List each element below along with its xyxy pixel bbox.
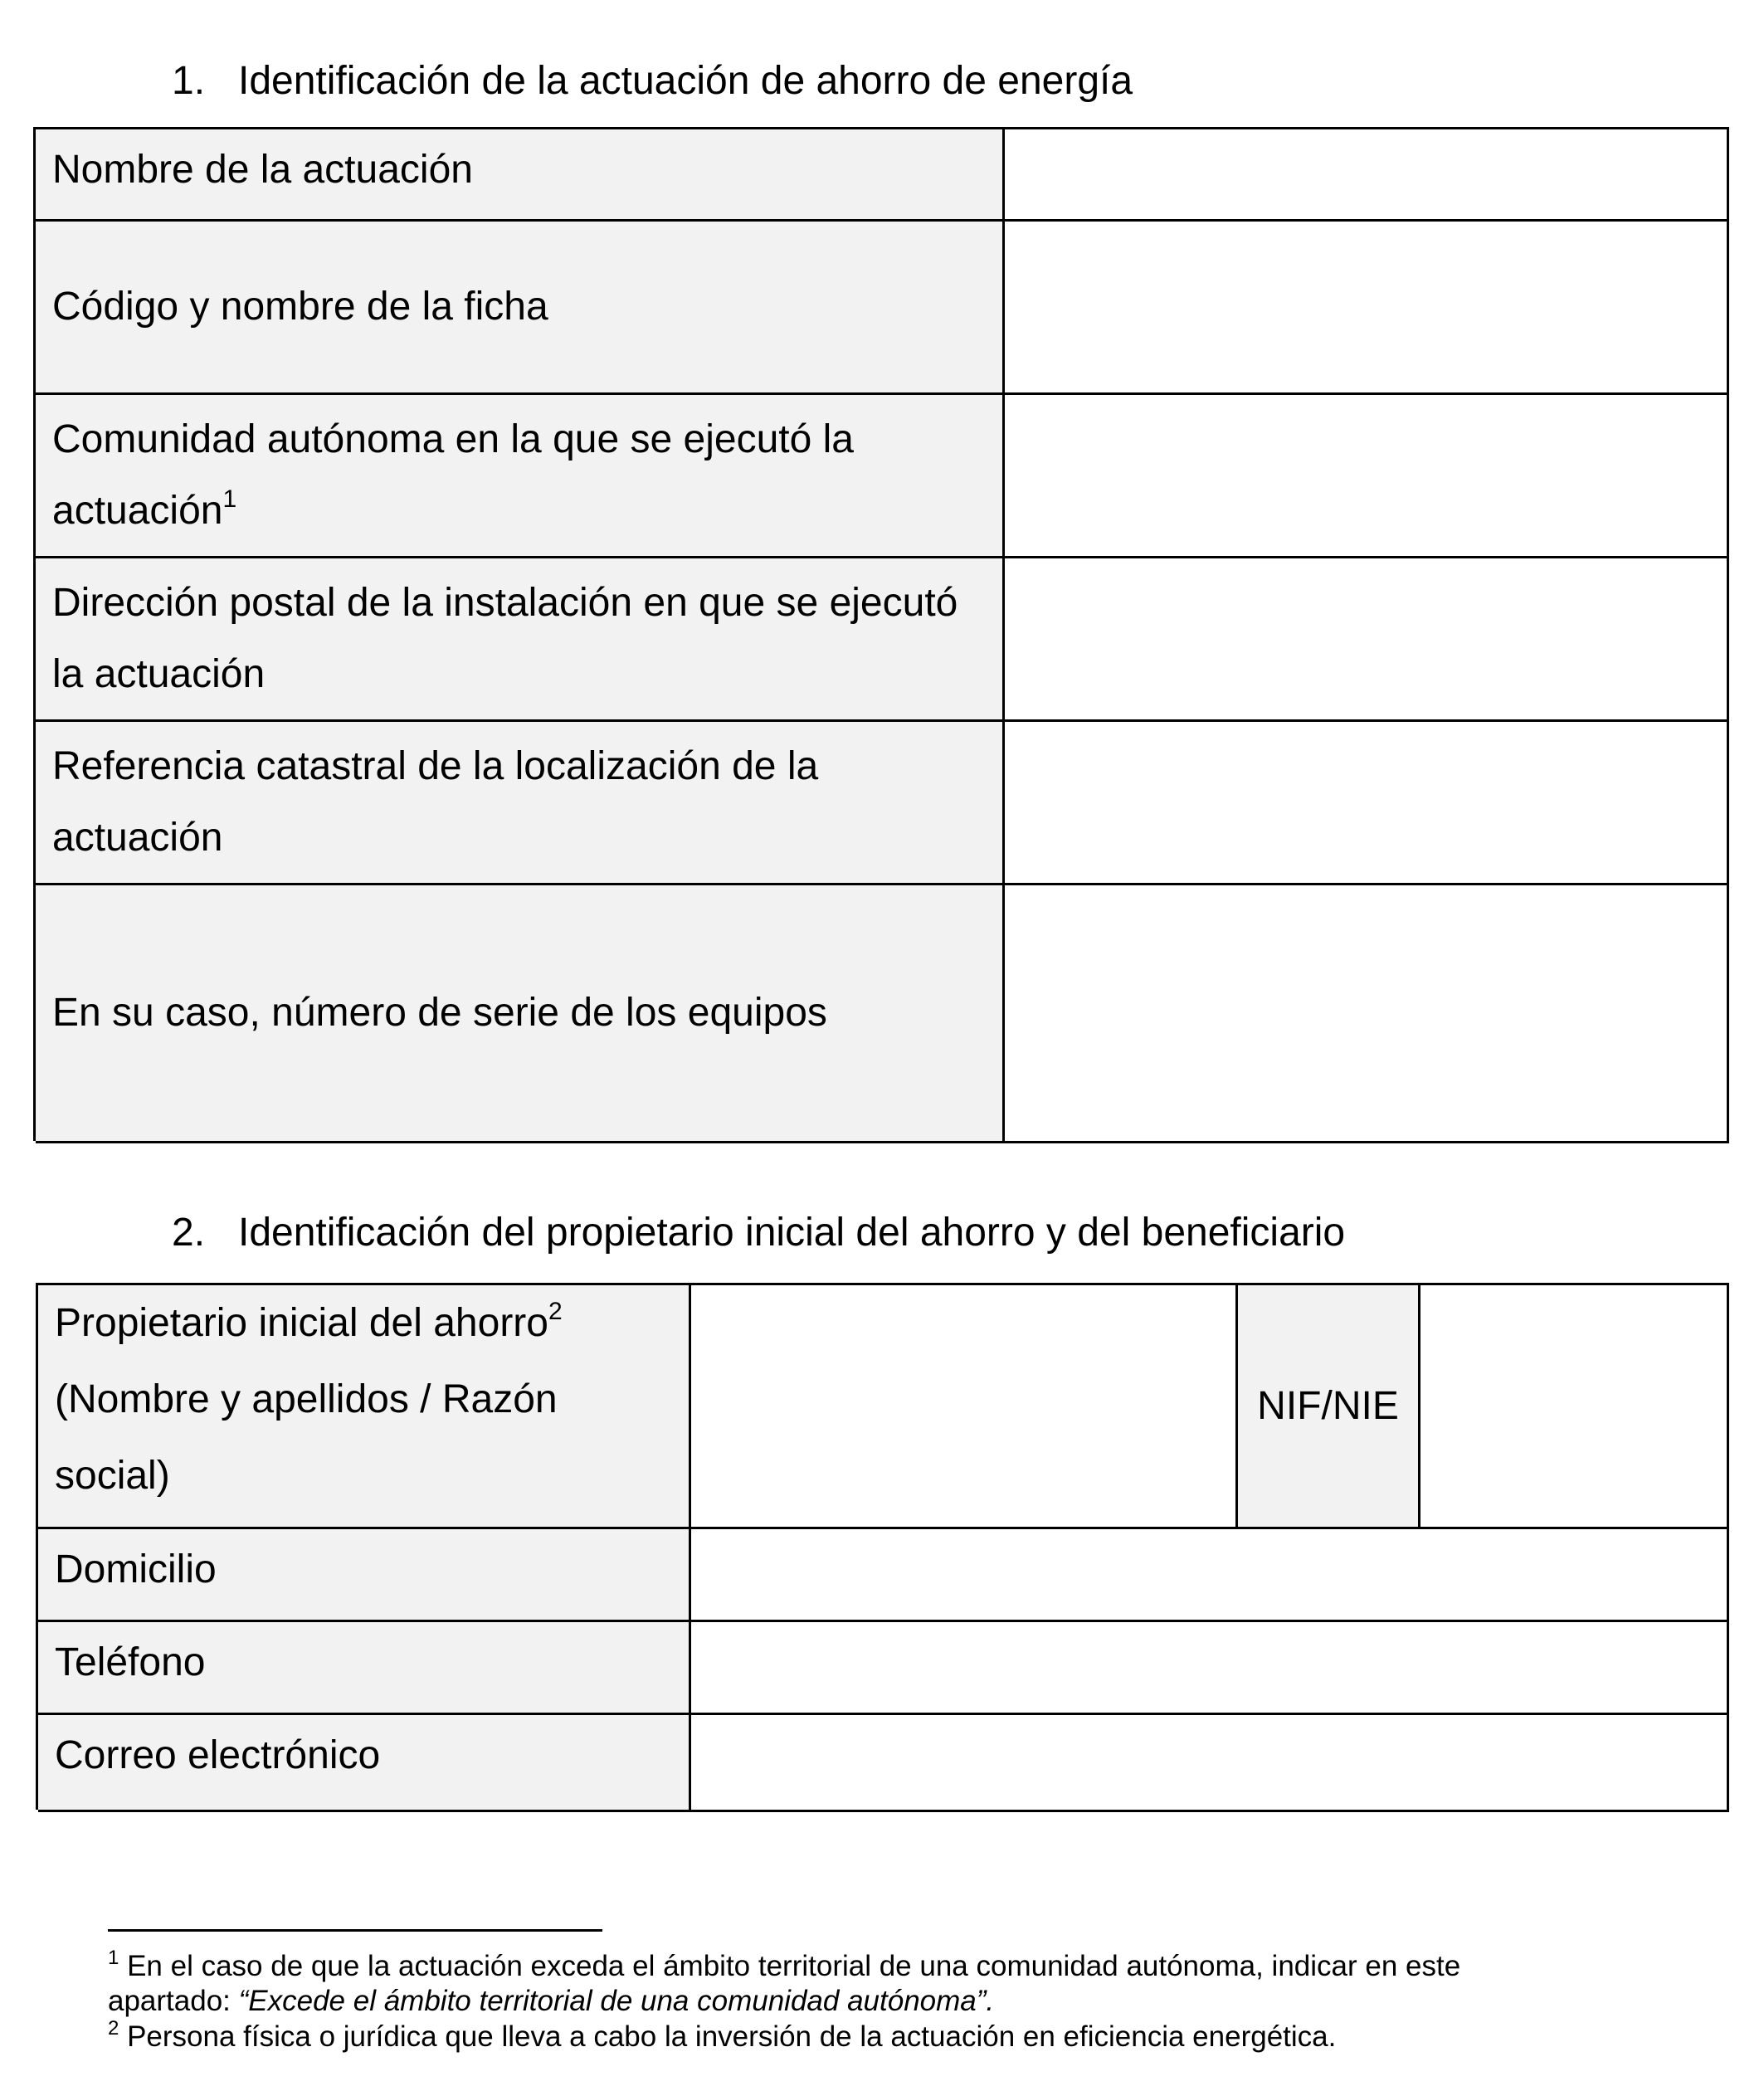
section-2-heading bbox=[172, 1210, 1345, 1256]
footnote-1: $^1$ En el caso de que la actuación exceda el ámbito territorial de una comunidad autónoma, indicar en este bbox=[108, 1947, 1461, 1982]
label-comunidad-autonoma: Comunidad autónoma en la que se ejecutó la actuación$^1$ bbox=[36, 395, 1005, 558]
footnote-ref-2: 2 bbox=[548, 1298, 563, 1325]
label-domicilio: Domicilio bbox=[38, 1529, 691, 1622]
section-2-number: 2. bbox=[172, 1211, 206, 1255]
field-domicilio[interactable] bbox=[691, 1529, 1729, 1622]
field-nif-nie[interactable] bbox=[1420, 1285, 1729, 1529]
label-numero-serie: En su caso, número de serie de los equipos bbox=[36, 885, 1005, 1143]
field-referencia-catastral[interactable] bbox=[1005, 722, 1729, 885]
footnote-1-continued: apartado: “Excede el ámbito territorial de una comunidad autónoma”. bbox=[108, 1985, 995, 2017]
field-telefono[interactable] bbox=[691, 1622, 1729, 1715]
section-1-title: Identificación de la actuación de ahorro de energía bbox=[238, 59, 1133, 103]
field-numero-serie[interactable] bbox=[1005, 885, 1729, 1143]
label-codigo-ficha: Código y nombre de la ficha bbox=[36, 222, 1005, 395]
field-correo-electronico[interactable] bbox=[691, 1715, 1729, 1812]
field-nombre-actuacion[interactable] bbox=[1005, 129, 1729, 222]
label-referencia-catastral: Referencia catastral de la localización de la actuación bbox=[36, 722, 1005, 885]
footnote-ref-1: 1 bbox=[222, 485, 237, 513]
label-nif-nie: NIF/NIE bbox=[1238, 1285, 1420, 1529]
label-direccion-postal: Dirección postal de la instalación en que se ejecutó la actuación bbox=[36, 558, 1005, 722]
actuation-table bbox=[33, 127, 1729, 1141]
label-propietario: Propietario inicial del ahorro$^2$ (Nombre y apellidos / Razón social) bbox=[38, 1285, 691, 1529]
label-correo-electronico: Correo electrónico bbox=[38, 1715, 691, 1812]
section-1-number: 1. bbox=[172, 59, 206, 103]
field-propietario[interactable] bbox=[691, 1285, 1238, 1529]
field-comunidad-autonoma[interactable] bbox=[1005, 395, 1729, 558]
section-1-heading bbox=[172, 58, 1133, 105]
footnote-2: $^2$ Persona física o jurídica que lleva a cabo la inversión de la actuación en eficiencia energética. bbox=[108, 2017, 1337, 2053]
field-direccion-postal[interactable] bbox=[1005, 558, 1729, 722]
footnote-separator bbox=[108, 1929, 602, 1932]
label-nombre-actuacion: Nombre de la actuación bbox=[36, 129, 1005, 222]
owner-table bbox=[36, 1283, 1729, 1810]
label-telefono: Teléfono bbox=[38, 1622, 691, 1715]
section-2-title: Identificación del propietario inicial del ahorro y del beneficiario bbox=[238, 1211, 1346, 1255]
field-codigo-ficha[interactable] bbox=[1005, 222, 1729, 395]
